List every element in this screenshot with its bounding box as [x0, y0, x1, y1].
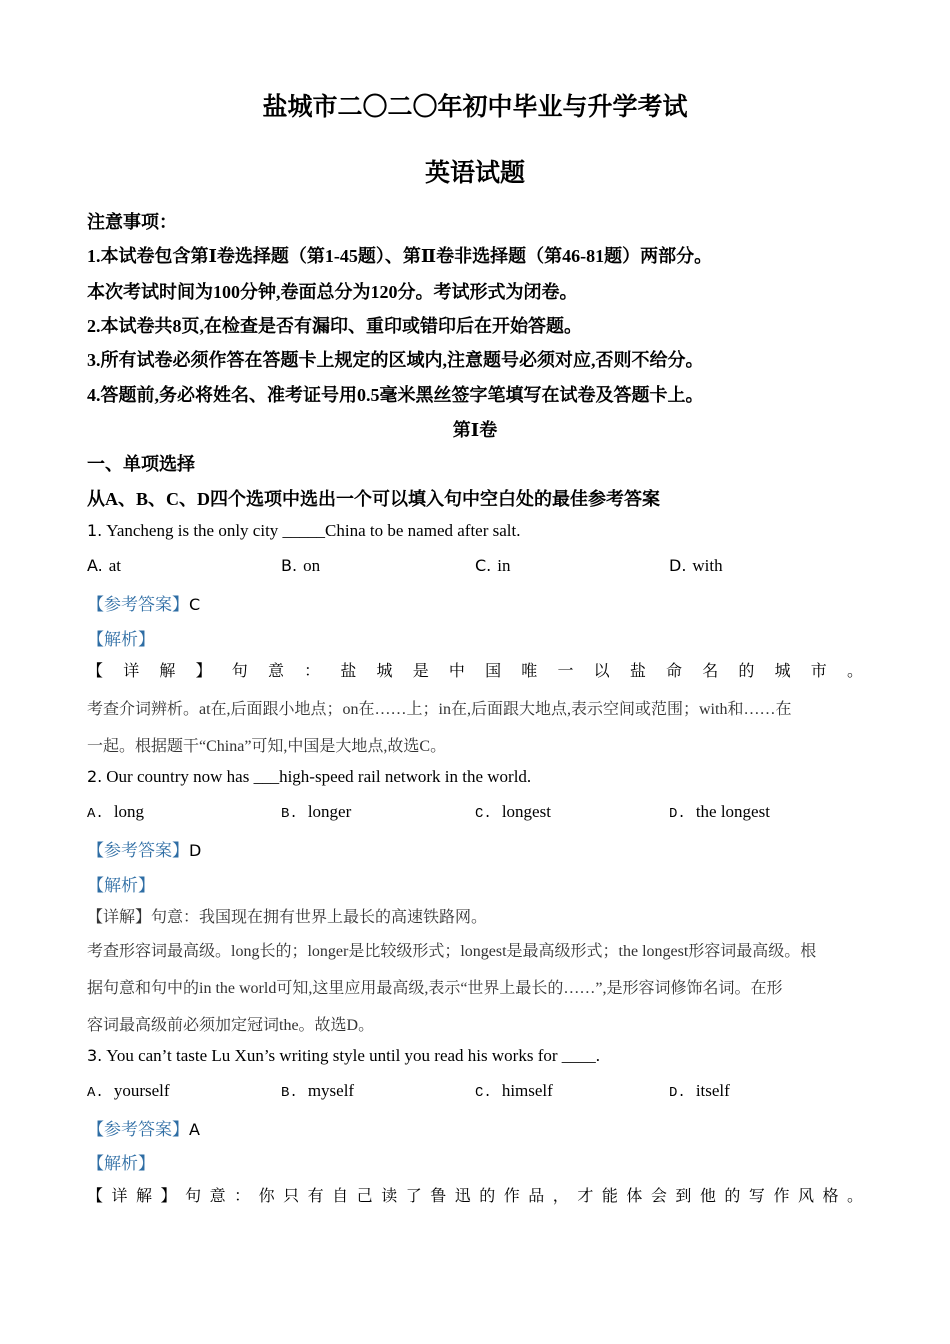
- analysis-label-3: 【解析】: [87, 1154, 155, 1173]
- detail-3: 【详解】句意：你只有自己读了鲁迅的作品，才能体会到他的写作风格。: [87, 1188, 863, 1205]
- page-title: 盐城市二〇二〇年初中毕业与升学考试: [262, 94, 688, 121]
- notice-item-2: 2.本试卷共8页,在检查是否有漏印、重印或错印后在开始答题。: [87, 316, 582, 336]
- option-d: D. itself: [669, 1081, 730, 1101]
- answer-value: D: [189, 841, 202, 860]
- option-b: B. myself: [281, 1081, 355, 1101]
- option-c: C. himself: [475, 1081, 553, 1101]
- page-subtitle: 英语试题: [424, 160, 525, 187]
- notice-heading: 注意事项：: [87, 212, 177, 232]
- option-b: B. longer: [281, 802, 352, 822]
- question-number: 2.: [87, 767, 103, 786]
- option-d: D. the longest: [669, 802, 770, 822]
- option-c: C. longest: [475, 802, 551, 822]
- option-a: A. at: [87, 556, 122, 575]
- option-d: D. with: [669, 556, 723, 575]
- detail-1: 【详解】句意：盐城是中国唯一以盐命名的城市。: [87, 663, 863, 680]
- answer-value: A: [189, 1120, 200, 1139]
- explain-2-line-1: 考查形容词最高级。long长的；longer是比较级形式；longest是最高级形式；the longest形容词最高级。根: [87, 943, 817, 960]
- explain-2-line-3: 容词最高级前必须加定冠词the。故选D。: [87, 1017, 375, 1034]
- answer-value: C: [189, 595, 201, 614]
- explain-1-line-1: 考查介词辨析。at在,后面跟小地点；on在……上；in在,后面跟大地点,表示空间或范围；with和……在: [87, 701, 792, 718]
- notice-item-3: 3.所有试卷必须作答在答题卡上规定的区域内,注意题号必须对应,否则不给分。: [87, 350, 704, 370]
- question-text: You can’t taste Lu Xun’s writing style until you read his works for ____.: [106, 1046, 601, 1065]
- detail-2: 【详解】句意：我国现在拥有世界上最长的高速铁路网。: [87, 909, 488, 926]
- question-2: [87, 767, 531, 787]
- answer-line-3: 【参考答案】A: [87, 1120, 200, 1139]
- notice-item-1: 1.本试卷包含第Ⅰ卷选择题（第1-45题）、第Ⅱ卷非选择题（第46-81题）两部分。: [87, 246, 713, 266]
- question-number: 3.: [87, 1046, 103, 1065]
- explain-1-line-2: 一起。根据题干“China”可知,中国是大地点,故选C。: [87, 738, 447, 755]
- option-a: A. yourself: [87, 1081, 170, 1101]
- question-text: Yancheng is the only city _____China to be named after salt.: [106, 521, 521, 540]
- part-heading: 一、单项选择: [87, 454, 195, 474]
- question-number: 1.: [87, 521, 103, 540]
- option-b: B. on: [281, 556, 321, 575]
- explain-2-line-2: 据句意和句中的in the world可知,这里应用最高级,表示“世界上最长的……”,是形容词修饰名词。在形: [87, 980, 783, 997]
- analysis-label-1: 【解析】: [87, 630, 155, 649]
- section-instruction: 从A、B、C、D四个选项中选出一个可以填入句中空白处的最佳参考答案: [87, 489, 660, 509]
- answer-line-2: 【参考答案】D: [87, 841, 202, 860]
- volume-heading: 第Ⅰ卷: [452, 420, 498, 440]
- notice-item-1b: 本次考试时间为100分钟,卷面总分为120分。考试形式为闭卷。: [87, 282, 578, 302]
- analysis-label-2: 【解析】: [87, 876, 155, 895]
- answer-line-1: 【参考答案】C: [87, 595, 201, 614]
- option-a: A. long: [87, 802, 145, 822]
- option-c: C. in: [475, 556, 511, 575]
- question-1: [87, 521, 520, 541]
- question-text: Our country now has ___high-speed rail network in the world.: [106, 767, 532, 786]
- question-3: [87, 1046, 600, 1066]
- notice-item-4: 4.答题前,务必将姓名、准考证号用0.5毫米黑丝签字笔填写在试卷及答题卡上。: [87, 385, 704, 405]
